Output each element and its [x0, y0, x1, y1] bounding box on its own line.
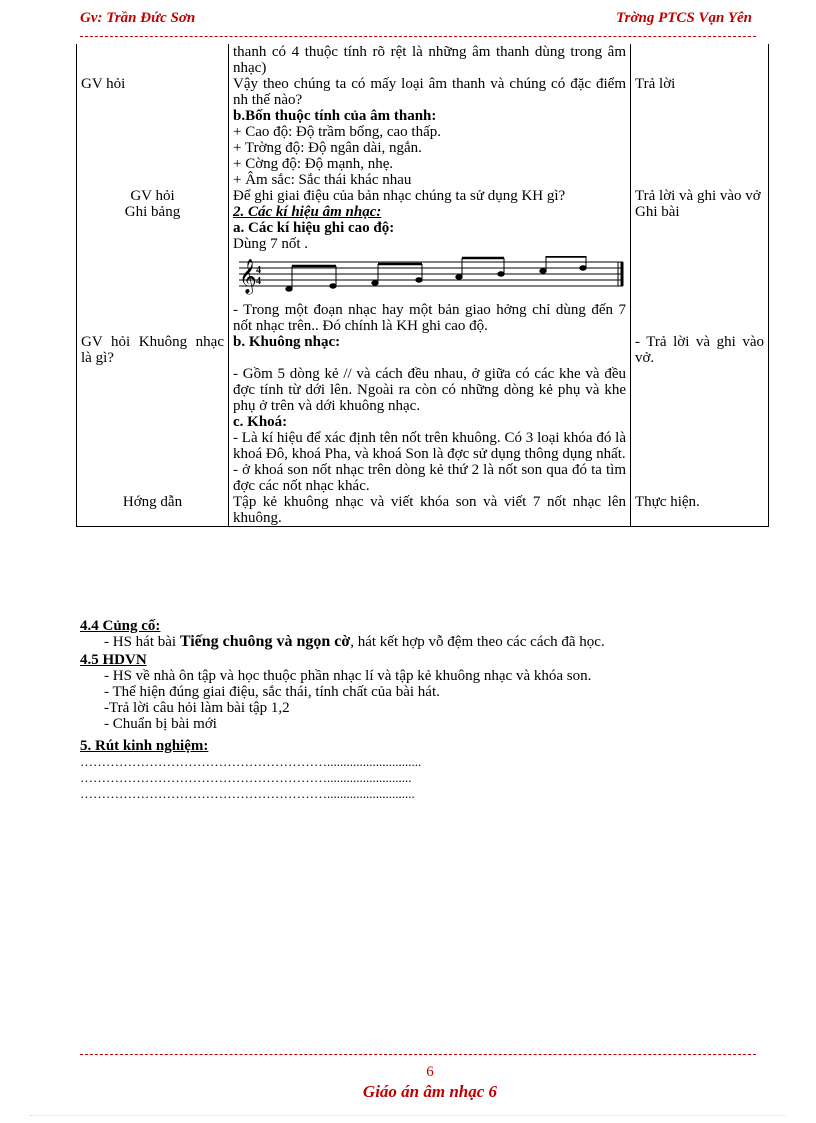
- section-text: - HS hát bài Tiếng chuông và ngọn cờ, hát kết hợp vỗ đệm theo các cách đã học.: [104, 633, 605, 650]
- dotted-line: …………………………………………………...........................: [80, 786, 415, 801]
- table-row: [77, 108, 769, 188]
- page-number: 6: [426, 1064, 434, 1080]
- student-cell: Trả lời: [631, 76, 769, 108]
- footer-divider: [80, 1054, 756, 1055]
- footer-title: Giáo án âm nhạc 6: [362, 1082, 498, 1101]
- table-row: [77, 494, 769, 527]
- table-row: [77, 76, 769, 108]
- note-la: [498, 272, 504, 276]
- note-si: [540, 269, 546, 273]
- content-cell: 2. Các kí hiệu âm nhạc: a. Các kí hiệu ghi cao độ: Dùng 7 nốt . 𝄞 4 4 - Trong một đoạn nhạc hay một bản giao hởng chỉ dùng đến 7 nốt nhạc trên.. Đó chính là KH ghi cao độ.: [229, 204, 631, 334]
- table-row: [77, 334, 769, 494]
- teacher-cell: GV hỏi: [77, 76, 229, 108]
- table-row: [77, 188, 769, 204]
- section-title: 5. Rút kinh nghiệm:: [80, 738, 209, 754]
- teacher-cell: [77, 44, 229, 76]
- note-fa: [416, 278, 422, 282]
- note-re: [330, 284, 336, 288]
- treble-clef-icon: 𝄞: [239, 259, 257, 294]
- content-cell: b. Khuông nhạc: - Gồm 5 dòng kẻ // và cách đều nhau, ở giữa có các khe và đều đợc tính từ dới lên. Ngoài ra còn có những dòng kẻ phụ và khe phụ ở trên và dới khuông nhạc. c. Khoá: - Là kí hiệu để xác định tên nốt trên khuông. Có 3 loại khóa đó là khoá Đô, khoá Pha, và khoá Son là đợc sử dụng thông dụng nhất. - ở khoá son nốt nhạc trên dòng kẻ thứ 2 là nốt son qua đó ta tìm đợc các nốt nhạc khác.: [229, 334, 631, 494]
- time-sig-bottom: 4: [256, 276, 261, 287]
- subsection-heading: c. Khoá:: [233, 414, 288, 430]
- table-row: [77, 204, 769, 334]
- teacher-cell: GV hỏi: [77, 188, 229, 204]
- content-cell: Vậy theo chúng ta có mấy loại âm thanh và chúng có đặc điểm nh thế nào?: [229, 76, 631, 108]
- teacher-cell: Hớng dẫn: [77, 494, 229, 527]
- teacher-cell: [77, 108, 229, 188]
- note-mi: [372, 281, 378, 285]
- content-cell: b.Bốn thuộc tính của âm thanh: + Cao độ: Độ trầm bổng, cao thấp. + Trờng độ: Độ ngân dài, ngắn. + Cờng độ: Độ mạnh, nhẹ. + Âm sắc: Sắc thái khác nhau: [229, 108, 631, 188]
- section-heading: b.Bốn thuộc tính của âm thanh:: [233, 108, 437, 124]
- section-4-4: [80, 618, 770, 650]
- section-5: [80, 738, 770, 802]
- dotted-line: ………………………………………………….............................: [80, 754, 422, 769]
- table-row: [77, 44, 769, 76]
- section-heading: b. Khuông nhạc:: [233, 334, 341, 350]
- content-cell: Để ghi giai điệu của bản nhạc chúng ta sử dụng KH gì?: [229, 188, 631, 204]
- time-sig-top: 4: [256, 265, 261, 276]
- music-staff-figure: [237, 256, 625, 296]
- header-divider: [80, 36, 756, 37]
- subsection-heading: a. Các kí hiệu ghi cao độ:: [233, 220, 395, 236]
- page-edge: [30, 1115, 786, 1116]
- teacher-cell: Ghi bảng: [77, 204, 229, 334]
- student-cell: - Trả lời và ghi vào vở.: [631, 334, 769, 494]
- header-school: Trờng PTCS Vạn Yên: [616, 10, 752, 26]
- teacher-cell: GV hỏi Khuông nhạc là gì?: [77, 334, 229, 494]
- content-cell: Tập kẻ khuông nhạc và viết khóa son và viết 7 nốt nhạc lên khuông.: [229, 494, 631, 527]
- student-cell: [631, 44, 769, 76]
- note-do-high: [580, 266, 586, 270]
- content-cell: thanh có 4 thuộc tính rõ rệt là những âm thanh dùng trong âm nhạc): [229, 44, 631, 76]
- song-title: Tiếng chuông và ngọn cờ: [179, 633, 351, 650]
- lesson-table: [76, 44, 769, 527]
- note-son: [456, 275, 462, 279]
- section-heading: 2. Các kí hiệu âm nhạc:: [233, 204, 382, 220]
- section-title: 4.5 HDVN: [80, 652, 147, 668]
- note-do: [286, 287, 292, 291]
- student-cell: Thực hiện.: [631, 494, 769, 527]
- section-4-5: 4.5 HDVN - HS về nhà ôn tập và học thuộc phần nhạc lí và tập kẻ khuông nhạc và khóa son. - Thể hiện đúng giai điệu, sắc thái, tính chất của bài hát. -Trả lời câu hỏi làm bài tập 1,2 - Chuẩn bị bài mới: [80, 652, 770, 732]
- student-cell: [631, 108, 769, 188]
- student-cell: Trả lời và ghi vào vở: [631, 188, 769, 204]
- dotted-line: …………………………………………………..........................: [80, 770, 412, 785]
- section-title: 4.4 Củng cố:: [80, 618, 161, 634]
- student-cell: Ghi bài: [631, 204, 769, 334]
- header-teacher: Gv: Trần Đức Sơn: [80, 10, 196, 26]
